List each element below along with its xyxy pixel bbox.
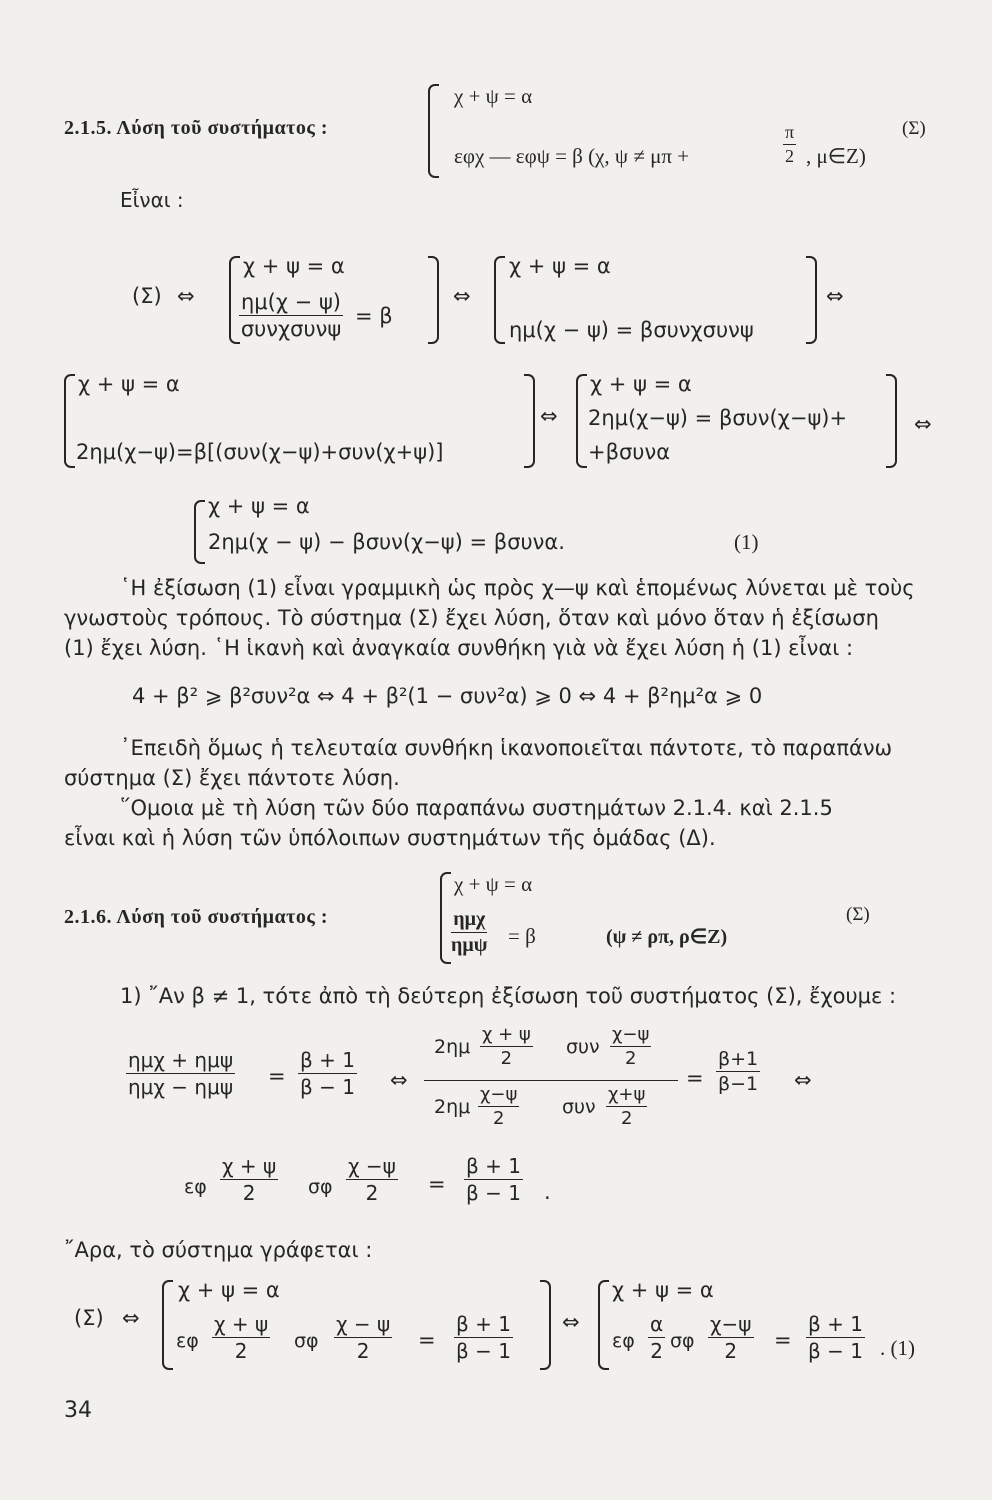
iff-symbol: ⇔ [914,412,932,436]
text: 2ημ [434,1036,471,1058]
eq-linear: 2ημ(χ − ψ) − βσυν(χ−ψ) = βσυνα. [208,530,565,554]
fraction: $\frac{\beta + 1}{\beta - 1}$ [456,1312,511,1363]
eq-x-plus-y: χ + ψ = α [208,494,310,518]
fraction: ημχ + ημψ ημχ − ημψ [128,1048,234,1099]
text-line: (1) ἔχει λύση. ῾Η ἱκανὴ καὶ ἀναγκαία συνθήκη γιὰ νὰ ἔχει λύση ἡ (1) εἶναι : [64,636,854,660]
equals-sign: = [428,1172,446,1196]
eq-x-plus-y: χ + ψ = α [78,372,180,396]
fraction: $\frac{\chi -\psi}{2}$ [348,1154,396,1205]
fraction: ημχ ημψ [451,908,488,956]
text-line: ῎Αρα, τὸ σύστημα γράφεται : [64,1238,373,1262]
fraction: $\frac{\chi + \psi}{2}$ [482,1024,531,1069]
right-brace [524,374,535,468]
fraction: $\frac{\chi + \psi}{2}$ [222,1154,277,1205]
right-brace [886,374,897,468]
right-brace [428,256,439,344]
system-eq2-tail: , μ∈Z) [806,144,866,168]
sigma-label: (Σ) [132,284,162,308]
iff-symbol: ⇔ [826,284,844,308]
equals-sign: = [268,1064,286,1088]
left-brace [494,256,505,344]
fraction: $\frac{\chi+\psi}{2}$ [608,1084,646,1129]
left-brace [194,500,205,564]
section-heading-2-1-5: 2.1.5. Λύση τοῦ συστήματος : [64,117,328,139]
text-line: ῾Η ἐξίσωση (1) εἶναι γραμμικὴ ὡς πρὸς χ—ψ καὶ ἑπομένως λύνεται μὲ τοὺς [120,576,915,600]
text: εφ [184,1176,207,1198]
text: εφ [612,1330,635,1352]
eq-x-plus-y: χ + ψ = α [243,254,345,278]
fraction: $\frac{\beta+1}{\beta-1}$ [718,1048,759,1095]
iff-symbol: ⇔ [562,1310,580,1334]
inequality-chain: 4 + β² ⩾ β²συν²α ⇔ 4 + β²(1 − συν²α) ⩾ 0 ⇔ 4 + β²ημ²α ⩾ 0 [132,684,763,708]
fraction: $\frac{\chi - \psi}{2}$ [336,1312,391,1363]
text: σφ [308,1176,333,1198]
system-label: (Σ) [902,118,926,139]
eq-x-plus-y: χ + ψ = α [612,1278,714,1302]
section-heading-2-1-6: 2.1.6. Λύση τοῦ συστήματος : [64,906,328,928]
left-brace [598,1280,609,1370]
text: εφ [176,1330,199,1352]
fraction: $\frac{\chi-\psi}{2}$ [710,1312,752,1363]
right-brace [540,1280,551,1370]
text-line: εἶναι καὶ ἡ λύση τῶν ὑπόλοιπων συστημάτων τῆς ὁμάδας (Δ). [64,826,716,850]
fraction: $\frac{\beta + 1}{\beta - 1}$ [300,1048,355,1099]
eq-rhs: = β [508,924,536,948]
system-eq1: χ + ψ = α [454,872,533,896]
pi-over-two: $\frac{\pi}{2}$ [785,122,795,166]
left-brace [64,374,75,468]
fraction: $\frac{\chi-\psi}{2}$ [612,1024,650,1069]
equals-sign: = [774,1328,792,1352]
eq-rhs: = β [355,304,393,328]
eq-x-plus-y: χ + ψ = α [178,1278,280,1302]
fraction: $\frac{\beta + 1}{\beta - 1}$ [466,1154,521,1205]
fraction-bar [424,1080,678,1081]
equation-tag: . (1) [880,1336,915,1360]
eq-continuation: +βσυνα [588,440,671,464]
iff-symbol: ⇔ [177,284,195,308]
period: . [544,1180,551,1204]
iff-symbol: ⇔ [390,1068,408,1092]
iff-symbol: ⇔ [794,1068,812,1092]
text: σφ [294,1330,319,1352]
case-one-text: 1) ῎Αν β ≠ 1, τότε ἀπὸ τὴ δεύτερη ἐξίσωση τοῦ συστήματος (Σ), ἔχουμε : [120,984,897,1008]
iff-symbol: ⇔ [453,284,471,308]
text-line: σύστημα (Σ) ἔχει πάντοτε λύση. [64,766,400,790]
page-number: 34 [64,1398,92,1423]
sigma-label: (Σ) [74,1306,104,1330]
system-label: (Σ) [846,904,870,925]
system-eq1: χ + ψ = α [454,84,533,108]
fraction: $\frac{\beta + 1}{\beta - 1}$ [808,1312,863,1363]
fraction: $\frac{\chi-\psi}{2}$ [480,1084,518,1129]
fraction: ημ(χ − ψ) συνχσυνψ [240,290,342,341]
equation-tag: (1) [734,530,759,554]
left-brace [428,84,439,178]
fraction: $\frac{\chi + \psi}{2}$ [214,1312,269,1363]
eq-sin-diff: ημ(χ − ψ) = βσυνχσυνψ [509,318,754,342]
text: συν [566,1036,600,1058]
eq-sum-to-product: 2ημ(χ−ψ)=β[(συν(χ−ψ)+συν(χ+ψ)] [76,440,444,464]
equals-sign: = [686,1066,704,1090]
left-brace [162,1280,173,1370]
system-condition: (ψ ≠ ρπ, ρ∈Z) [606,926,728,948]
eq-x-plus-y: χ + ψ = α [590,372,692,396]
text: συν [562,1096,596,1118]
system-eq2: εφχ — εφψ = β (χ, ψ ≠ μπ + [454,144,690,168]
left-brace [440,872,451,964]
text-line: ῞Ομοια μὲ τὴ λύση τῶν δύο παραπάνω συστημάτων 2.1.4. καὶ 2.1.5 [120,796,833,820]
iff-symbol: ⇔ [122,1306,140,1330]
text-line: γνωστοὺς τρόπους. Τὸ σύστημα (Σ) ἔχει λύση, ὅταν καὶ μόνο ὅταν ἡ ἐξίσωση [64,606,879,630]
text-line: ᾿Επειδὴ ὅμως ἡ τελευταία συνθήκη ἱκανοποιεῖται πάντοτε, τὸ παραπάνω [120,736,893,760]
left-brace [576,374,587,468]
right-brace [806,256,817,344]
equals-sign: = [418,1328,436,1352]
eq-x-plus-y: χ + ψ = α [509,254,611,278]
iff-symbol: ⇔ [540,404,558,428]
eq-expanded: 2ημ(χ−ψ) = βσυν(χ−ψ)+ [588,406,848,430]
fraction: $\frac{\alpha}{2}$ [650,1312,664,1363]
text: 2ημ [434,1096,471,1118]
text: σφ [670,1330,695,1352]
einai-label: Εἶναι : [120,188,184,212]
